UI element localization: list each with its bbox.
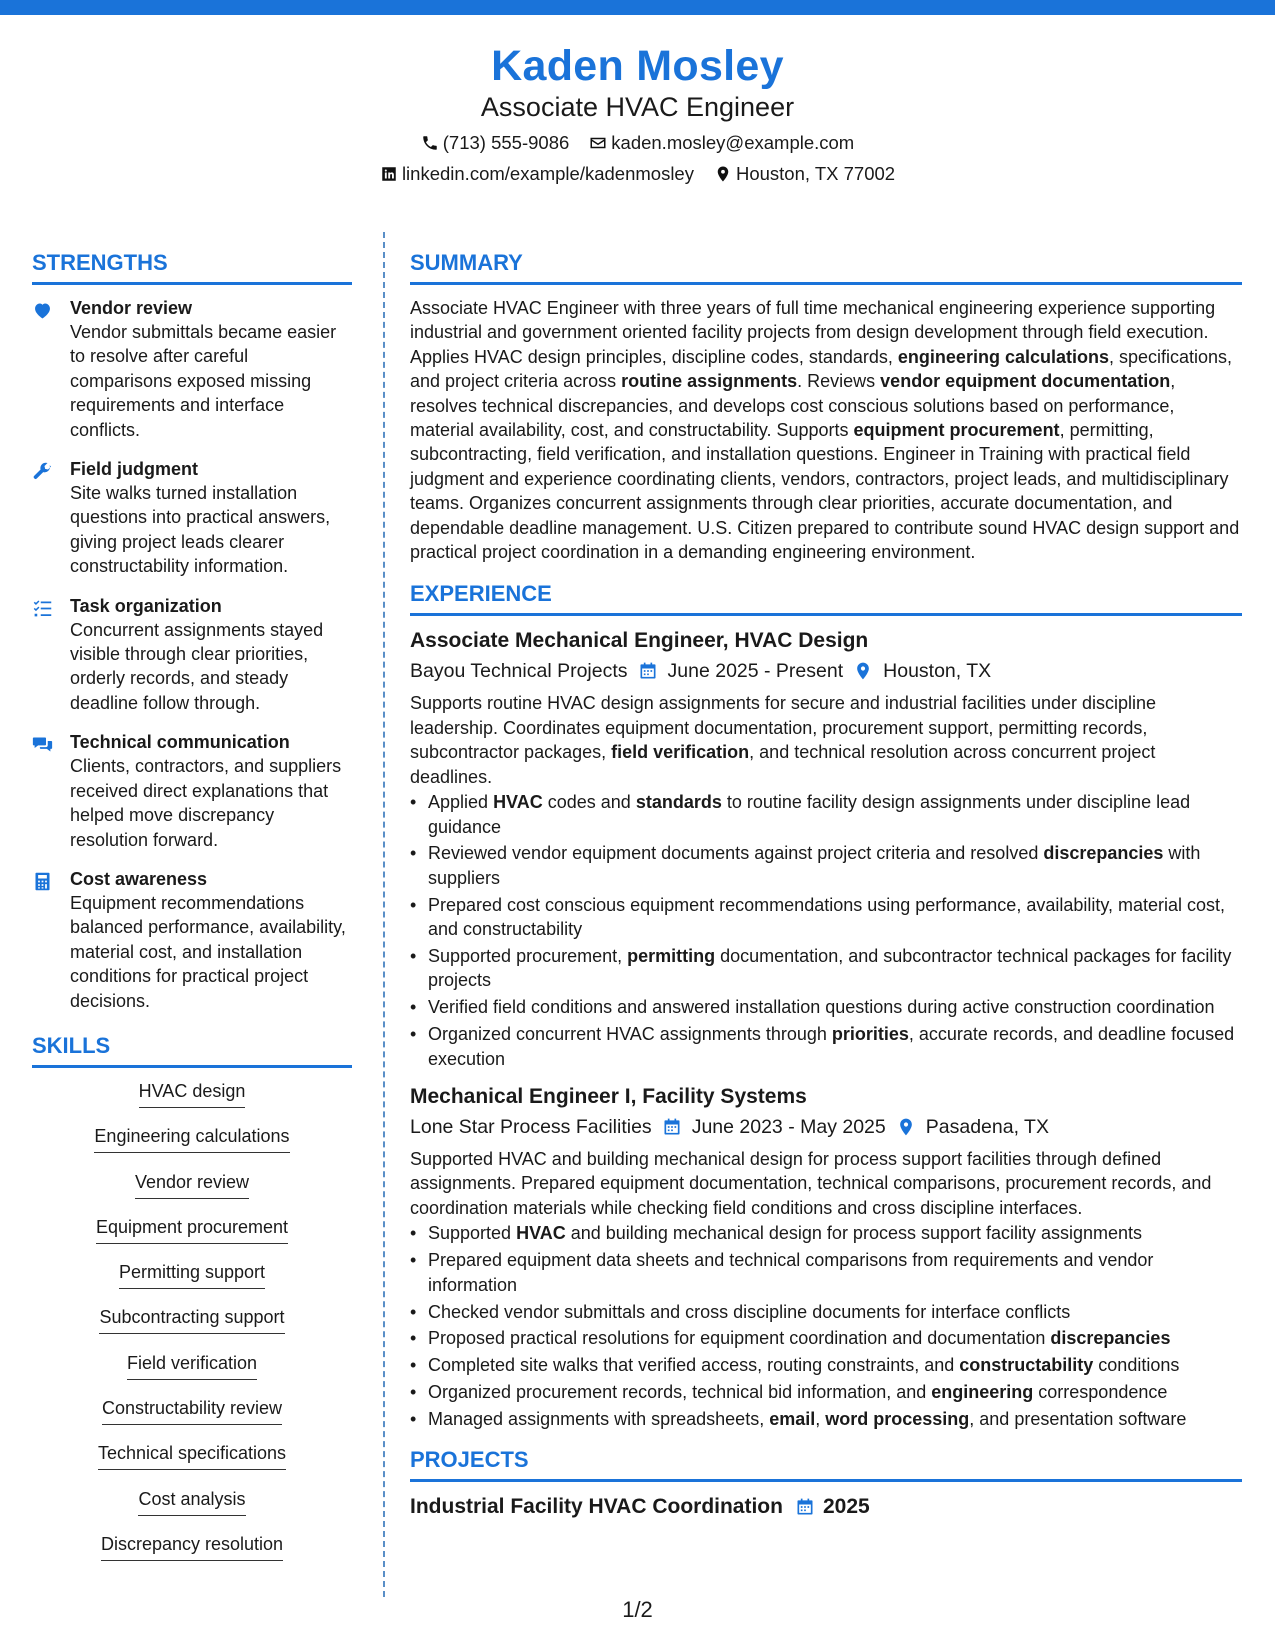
project-entry — [410, 1493, 1242, 1521]
job-location: Pasadena, TX — [925, 1116, 1049, 1139]
calendar-icon — [638, 661, 658, 681]
bullet-item — [410, 1221, 1242, 1245]
strength-item — [32, 296, 352, 442]
text-run: Supported procurement, — [428, 946, 628, 967]
skill-tag: HVAC design — [139, 1079, 246, 1108]
skill-tag: Equipment procurement — [96, 1215, 288, 1244]
text-run: Managed assignments with spreadsheets, — [428, 1409, 770, 1430]
job-entry — [410, 627, 1242, 1071]
bold-keyword: engineering calculations — [897, 346, 1109, 367]
skill-tag: Engineering calculations — [94, 1124, 289, 1153]
text-run: , permitting, subcontracting, field verification, and installation questions. Engineer in Training with practical field judgment and experience coordinating clients, vendors, contractors, project leads, and multidisciplinary teams. Organizes concurrent assignments through clear priorities, accurate documentation, and dependable deadline management. U.S. Citizen prepared to contribute sound HVAC design support and practical project coordination in a demanding engineering environment. — [410, 420, 1240, 563]
heart-icon — [32, 300, 53, 321]
bold-keyword: field verification — [611, 742, 750, 763]
location-text: Houston, TX 77002 — [735, 163, 896, 184]
project-year: 2025 — [822, 1494, 870, 1518]
bullet-item — [410, 1022, 1242, 1071]
strength-desc: Equipment recommendations balanced performance, availability, material cost, and installation conditions for practical project decisions. — [70, 892, 346, 1011]
bullet-item — [410, 1326, 1242, 1350]
bold-keyword: priorities — [831, 1024, 909, 1045]
phone-text: (713) 555-9086 — [442, 132, 570, 153]
summary-text — [410, 296, 1242, 564]
strength-title: Vendor review — [70, 298, 193, 318]
skill-tag: Cost analysis — [138, 1487, 245, 1516]
text-run: Proposed practical resolutions for equipment coordination and documentation — [428, 1328, 1051, 1349]
text-run: codes and — [542, 792, 636, 813]
phone-icon — [421, 134, 439, 152]
bullet-item — [410, 1353, 1242, 1377]
text-run: documentation, and subcontractor technical packages for facility projects — [428, 946, 1232, 991]
linkedin-icon — [380, 165, 398, 183]
job-entry — [410, 1083, 1242, 1431]
wrench-icon — [32, 461, 53, 482]
bullet-item — [410, 1300, 1242, 1324]
text-run: , and presentation software — [969, 1409, 1187, 1430]
text-run: Completed site walks that verified access, routing constraints, and — [428, 1355, 960, 1376]
text-run: Reviewed vendor equipment documents against project criteria and resolved — [428, 843, 1044, 864]
top-accent-bar — [0, 0, 1275, 15]
strength-title: Technical communication — [70, 732, 290, 753]
map-pin-icon — [714, 165, 732, 183]
skills-heading: SKILLS — [32, 1032, 352, 1068]
resume-header — [0, 40, 1275, 186]
envelope-icon — [589, 134, 607, 152]
phone-contact — [421, 131, 570, 155]
job-description — [410, 691, 1242, 789]
calendar-icon — [795, 1497, 815, 1517]
bold-keyword: engineering — [931, 1382, 1034, 1403]
text-run: correspondence — [1033, 1382, 1168, 1403]
candidate-name: Kaden Mosley — [491, 42, 784, 90]
skill-tag: Constructability review — [102, 1396, 282, 1425]
company-name: Lone Star Process Facilities — [410, 1116, 652, 1139]
skills-list — [32, 1079, 352, 1577]
strength-item — [32, 867, 352, 1013]
text-run: Prepared cost conscious equipment recommendations using performance, availability, material cost, and constructability — [428, 894, 1226, 940]
linkedin-contact[interactable] — [380, 162, 694, 186]
calendar-icon — [662, 1117, 682, 1137]
strength-desc: Concurrent assignments stayed visible through clear priorities, orderly records, and steady deadline follow through. — [70, 619, 324, 713]
skill-tag: Technical specifications — [98, 1441, 286, 1470]
company-name: Bayou Technical Projects — [410, 660, 628, 683]
bold-keyword: word processing — [825, 1409, 970, 1430]
strength-title: Task organization — [70, 595, 222, 616]
text-run: Supports routine HVAC design assignments for secure and industrial facilities under discipline leadership. Coordinates equipment documentation, procurement support, permitting records, subcontractor packages, — [410, 693, 1157, 763]
text-run: Prepared equipment data sheets and technical comparisons from requirements and vendor information — [428, 1250, 1154, 1295]
candidate-title: Associate HVAC Engineer — [480, 92, 795, 122]
page-number: 1/2 — [622, 1597, 653, 1622]
checklist-icon — [32, 598, 53, 619]
bullet-item — [410, 944, 1242, 993]
strength-desc: Vendor submittals became easier to resolve after careful comparisons exposed missing requirements and interface conflicts. — [70, 322, 337, 440]
text-run: , specifications, and project criteria across — [410, 346, 1233, 392]
job-meta — [410, 1114, 1242, 1140]
job-title: Mechanical Engineer I, Facility Systems — [410, 1085, 807, 1109]
bold-keyword: routine assignments — [621, 371, 798, 392]
job-dates: June 2023 - May 2025 — [691, 1116, 886, 1139]
text-run: and building mechanical design for process support facility assignments — [565, 1223, 1143, 1244]
strength-item — [32, 730, 352, 852]
strength-title: Cost awareness — [70, 868, 208, 889]
text-run: Organized concurrent HVAC assignments through — [428, 1024, 832, 1045]
strength-item — [32, 457, 352, 579]
right-column — [410, 249, 1242, 1521]
strengths-heading: STRENGTHS — [32, 249, 352, 285]
email-contact[interactable] — [589, 131, 854, 155]
text-run: . Reviews — [797, 371, 881, 392]
bullet-item — [410, 995, 1242, 1019]
text-run: , resolves technical discrepancies, and develops cost conscious solutions based on performance, material availability, cost, and constructability. Supports — [410, 371, 1176, 441]
column-divider — [383, 232, 385, 1597]
skill-tag: Permitting support — [119, 1260, 265, 1289]
left-column — [32, 249, 352, 1577]
strength-title: Field judgment — [70, 459, 198, 480]
bold-keyword: discrepancies — [1050, 1328, 1171, 1349]
skill-tag: Vendor review — [135, 1170, 249, 1199]
bullet-item — [410, 841, 1242, 890]
experience-heading: EXPERIENCE — [410, 580, 1242, 616]
contact-row-2 — [0, 162, 1275, 186]
project-title: Industrial Facility HVAC Coordination — [410, 1494, 783, 1518]
linkedin-text: linkedin.com/example/kadenmosley — [401, 163, 694, 184]
bullet-item — [410, 893, 1242, 942]
bullet-item — [410, 1248, 1242, 1297]
skill-tag: Subcontracting support — [99, 1305, 284, 1334]
bold-keyword: standards — [635, 792, 722, 813]
bold-keyword: vendor equipment documentation — [880, 371, 1171, 392]
text-run: Organized procurement records, technical bid information, and — [428, 1382, 932, 1403]
text-run: Verified field conditions and answered installation questions during active construction coordination — [428, 997, 1215, 1018]
text-run: , accurate records, and deadline focused execution — [428, 1024, 1235, 1069]
job-description — [410, 1147, 1242, 1220]
bold-keyword: email — [769, 1409, 816, 1430]
strength-desc: Site walks turned installation questions into practical answers, giving project leads clearer constructability information. — [70, 483, 331, 577]
text-run: Supported — [428, 1223, 517, 1244]
text-run: Checked vendor submittals and cross discipline documents for interface conflicts — [428, 1301, 1071, 1322]
skill-tag: Discrepancy resolution — [101, 1532, 283, 1561]
email-text: kaden.mosley@example.com — [611, 132, 855, 153]
text-run: , and technical resolution across concurrent project deadlines. — [410, 742, 1156, 787]
map-pin-icon — [896, 1117, 916, 1137]
job-bullets — [410, 790, 1242, 1071]
bold-keyword: permitting — [627, 946, 716, 967]
strength-item — [32, 594, 352, 716]
job-title: Associate Mechanical Engineer, HVAC Design — [410, 629, 869, 653]
text-run: , — [815, 1409, 826, 1430]
projects-heading: PROJECTS — [410, 1446, 1242, 1482]
text-run: to routine facility design assignments under discipline lead guidance — [428, 792, 1191, 837]
text-run: Supported HVAC and building mechanical design for process support facilities through defined assignments. Prepared equipment documentation, technical comparisons, procurement records, and coordination materials while checking field conditions and cross discipline interfaces. — [410, 1149, 1212, 1218]
text-run: conditions — [1093, 1355, 1180, 1376]
strength-desc: Clients, contractors, and suppliers received direct explanations that helped move discrepancy resolution forward. — [70, 756, 342, 850]
bullet-item — [410, 1407, 1242, 1431]
skill-tag: Field verification — [127, 1351, 257, 1380]
job-meta — [410, 658, 1242, 684]
job-location: Houston, TX — [883, 660, 992, 683]
bold-keyword: discrepancies — [1043, 843, 1164, 864]
location-contact — [714, 162, 895, 186]
text-run: Associate HVAC Engineer with three years of full time mechanical engineering experience supporting industrial and government oriented facility projects from design development through field execution. Applies HVAC design principles, discipline codes, standards, — [410, 298, 1216, 367]
bold-keyword: equipment procurement — [853, 420, 1060, 441]
bullet-item — [410, 1380, 1242, 1404]
job-bullets — [410, 1221, 1242, 1431]
chat-icon — [32, 734, 53, 755]
text-run: with suppliers — [428, 843, 1201, 888]
summary-heading: SUMMARY — [410, 249, 1242, 285]
bold-keyword: constructability — [959, 1355, 1094, 1376]
bold-keyword: HVAC — [493, 792, 543, 813]
map-pin-icon — [853, 661, 873, 681]
bullet-item — [410, 790, 1242, 839]
text-run: Applied — [428, 792, 494, 813]
calculator-icon — [32, 871, 53, 892]
contact-row-1 — [0, 131, 1275, 155]
job-dates: June 2025 - Present — [667, 660, 844, 683]
bold-keyword: HVAC — [516, 1223, 566, 1244]
